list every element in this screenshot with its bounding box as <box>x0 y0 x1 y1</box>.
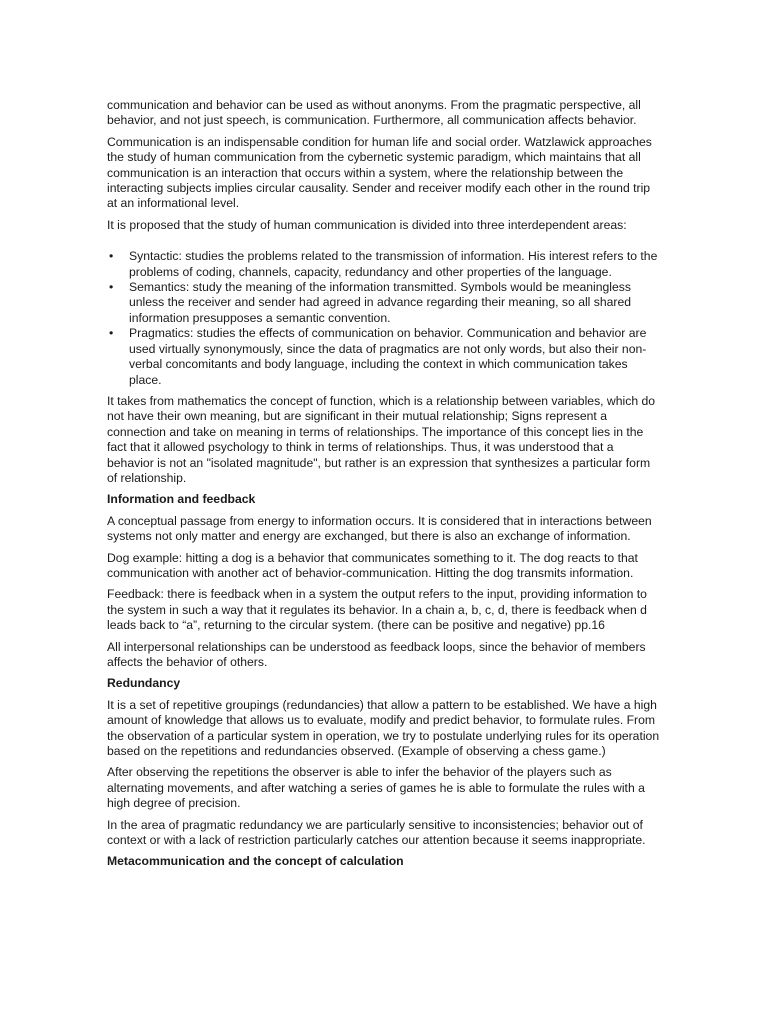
document-body <box>107 98 663 870</box>
paragraph-8: All interpersonal relationships can be understood as feedback loops, since the behavior of members affects the behavior of others. <box>107 639 646 669</box>
paragraph-1: communication and behavior can be used as without anonyms. From the pragmatic perspective, all behavior, and not just speech, is communication. Furthermore, all communication affects behavior. <box>107 98 641 128</box>
list-item <box>107 326 663 388</box>
list-item-text: Pragmatics: studies the effects of communication on behavior. Communication and behavior are used virtually synonymously, since the data of pragmatics are not only words, but also their non-verbal concomitants and body language, including the context in which communication takes place. <box>129 326 647 387</box>
paragraph-9: It is a set of repetitive groupings (redundancies) that allow a pattern to be established. We have a high amount of knowledge that allows us to evaluate, modify and predict behavior, to formulate rules. From the observation of a particular system in operation, we try to postulate underlying rules for its operation based on the repetitions and redundancies observed. (Example of observing a chess game.) <box>107 697 660 759</box>
heading-metacommunication: Metacommunication and the concept of calculation <box>107 854 404 869</box>
list-item-text: Semantics: study the meaning of the information transmitted. Symbols would be meaningless unless the receiver and sender had agreed in advance regarding their meaning, so all shared information presupposes a semantic convention. <box>129 280 632 325</box>
bullet-icon: • <box>109 249 114 264</box>
list-item <box>107 280 663 326</box>
paragraph-3: It is proposed that the study of human communication is divided into three interdependent areas: <box>107 217 627 232</box>
list-item-text: Syntactic: studies the problems related to the transmission of information. His interest refers to the problems of coding, channels, capacity, redundancy and other properties of the language. <box>129 249 658 279</box>
heading-information-feedback: Information and feedback <box>107 492 256 507</box>
heading-redundancy: Redundancy <box>107 676 181 691</box>
paragraph-7: Feedback: there is feedback when in a system the output refers to the input, providing information to the system in such a way that it regulates its behavior. In a chain a, b, c, d, there is feedback when d leads back to “a”, returning to the circular system. (there can be positive and negative) pp.16 <box>107 587 647 633</box>
list-item <box>107 249 663 280</box>
paragraph-5: A conceptual passage from energy to information occurs. It is considered that in interactions between systems not only matter and energy are exchanged, but there is also an exchange of information. <box>107 513 652 544</box>
paragraph-10: After observing the repetitions the observer is able to infer the behavior of the players such as alternating movements, and after watching a series of games he is able to formulate the rules with a high degree of precision. <box>107 765 645 811</box>
bullet-icon: • <box>109 326 114 341</box>
bullet-icon: • <box>109 280 114 295</box>
paragraph-4: It takes from mathematics the concept of function, which is a relationship between variables, which do not have their own meaning, but are significant in their mutual relationship; Signs represent a connection and take on meaning in terms of relationships. The importance of this concept lies in the fact that it allowed psychology to think in terms of relationships. Thus, it was understood that a behavior is not an "isolated magnitude", but rather is an expression that synthesizes a particular form of relationship. <box>107 393 656 485</box>
paragraph-11: In the area of pragmatic redundancy we are particularly sensitive to inconsistencies; behavior out of context or with a lack of restriction particularly catches our attention because it seems inappropriate. <box>107 817 646 848</box>
areas-list <box>107 249 663 388</box>
paragraph-6: Dog example: hitting a dog is a behavior that communicates something to it. The dog reacts to that communication with another act of behavior-communication. Hitting the dog transmits information. <box>107 550 638 580</box>
paragraph-2: Communication is an indispensable condition for human life and social order. Watzlawick approaches the study of human communication from the cybernetic systemic paradigm, which maintains that all communication is an interaction that occurs within a system, where the relationship between the interacting subjects implies circular causality. Sender and receiver modify each other in the round trip at an informational level. <box>107 134 652 211</box>
